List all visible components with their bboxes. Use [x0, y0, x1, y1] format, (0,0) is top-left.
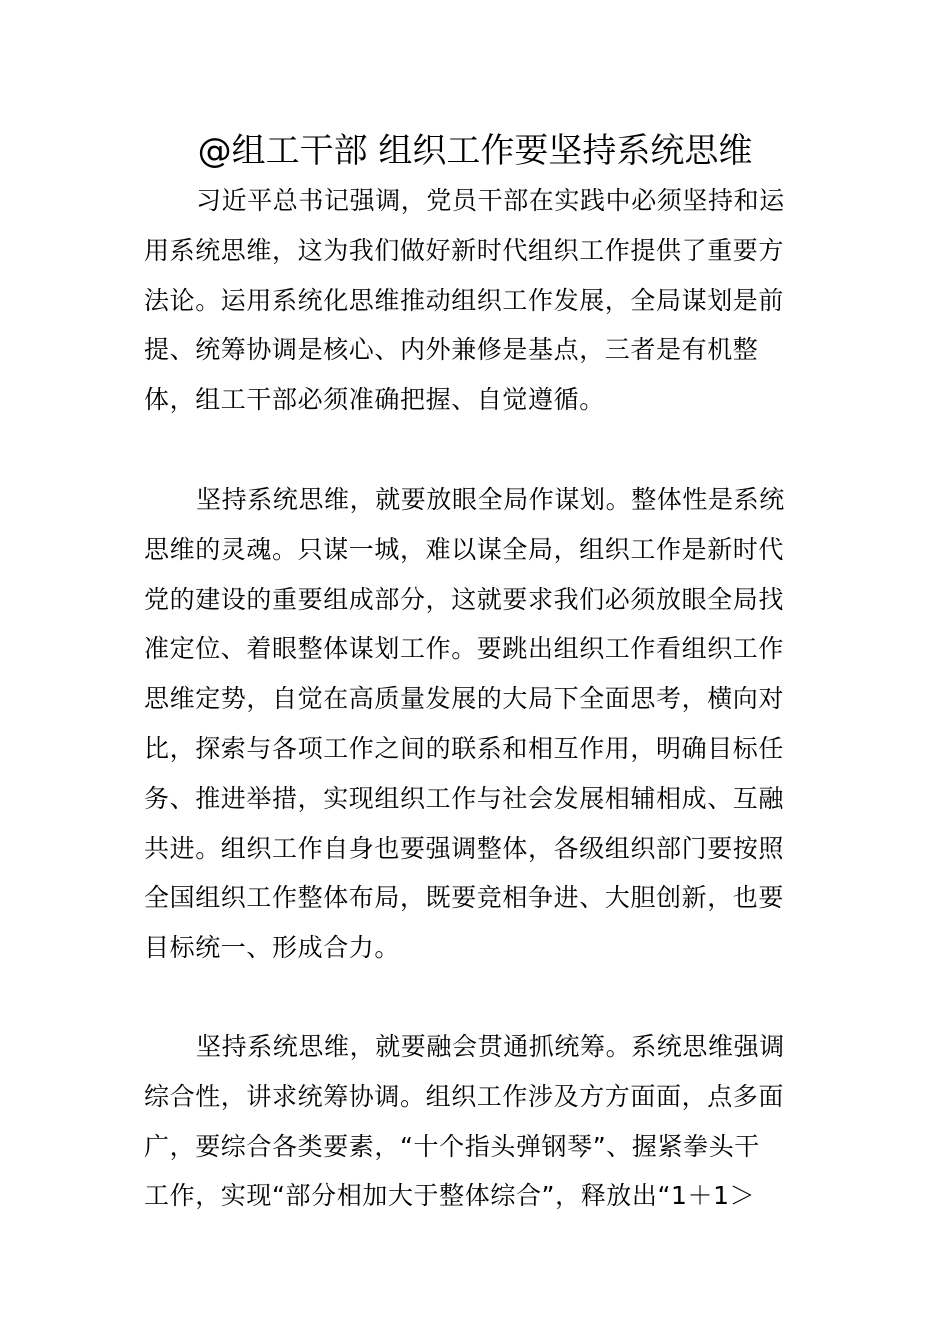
text-line: 思维的灵魂。只谋一城，难以谋全局，组织工作是新时代 — [144, 534, 785, 564]
text-line: 广，要综合各类要素，“十个指头弹钢琴”、握紧拳头干 — [144, 1131, 760, 1161]
text-line: 比，探索与各项工作之间的联系和相互作用，明确目标任 — [144, 733, 785, 763]
text-line: 党的建设的重要组成部分，这就要求我们必须放眼全局找 — [144, 584, 785, 614]
text-line: 全国组织工作整体布局，既要竞相争进、大胆创新，也要 — [144, 883, 785, 913]
text-line: 目标统一、形成合力。 — [144, 933, 401, 963]
text-line: 法论。运用系统化思维推动组织工作发展，全局谋划是前 — [144, 285, 785, 315]
text-line: 习近平总书记强调，党员干部在实践中必须坚持和运 — [196, 186, 785, 215]
text-line: 综合性，讲求统筹协调。组织工作涉及方方面面，点多面 — [144, 1081, 785, 1111]
paragraph-3 — [144, 1022, 808, 1221]
paragraph-2 — [144, 475, 808, 973]
text-line: 思维定势，自觉在高质量发展的大局下全面思考，横向对 — [144, 684, 785, 714]
text-line: 准定位、着眼整体谋划工作。要跳出组织工作看组织工作 — [144, 634, 785, 664]
text-line: 坚持系统思维，就要融会贯通抓统筹。系统思维强调 — [196, 1032, 785, 1061]
text-line: 务、推进举措，实现组织工作与社会发展相辅相成、互融 — [144, 783, 785, 813]
text-line: 共进。组织工作自身也要强调整体，各级组织部门要按照 — [144, 833, 785, 863]
text-line: 用系统思维，这为我们做好新时代组织工作提供了重要方 — [144, 235, 785, 265]
paragraph-1 — [144, 176, 808, 425]
text-line: 坚持系统思维，就要放眼全局作谋划。整体性是系统 — [196, 485, 785, 514]
document-title: @组工干部 组织工作要坚持系统思维 — [197, 131, 753, 171]
text-line: 工作，实现“部分相加大于整体综合”，释放出“1＋1＞ — [144, 1181, 756, 1211]
text-line: 体，组工干部必须准确把握、自觉遵循。 — [144, 385, 605, 415]
text-line: 提、统筹协调是核心、内外兼修是基点，三者是有机整 — [144, 335, 759, 365]
